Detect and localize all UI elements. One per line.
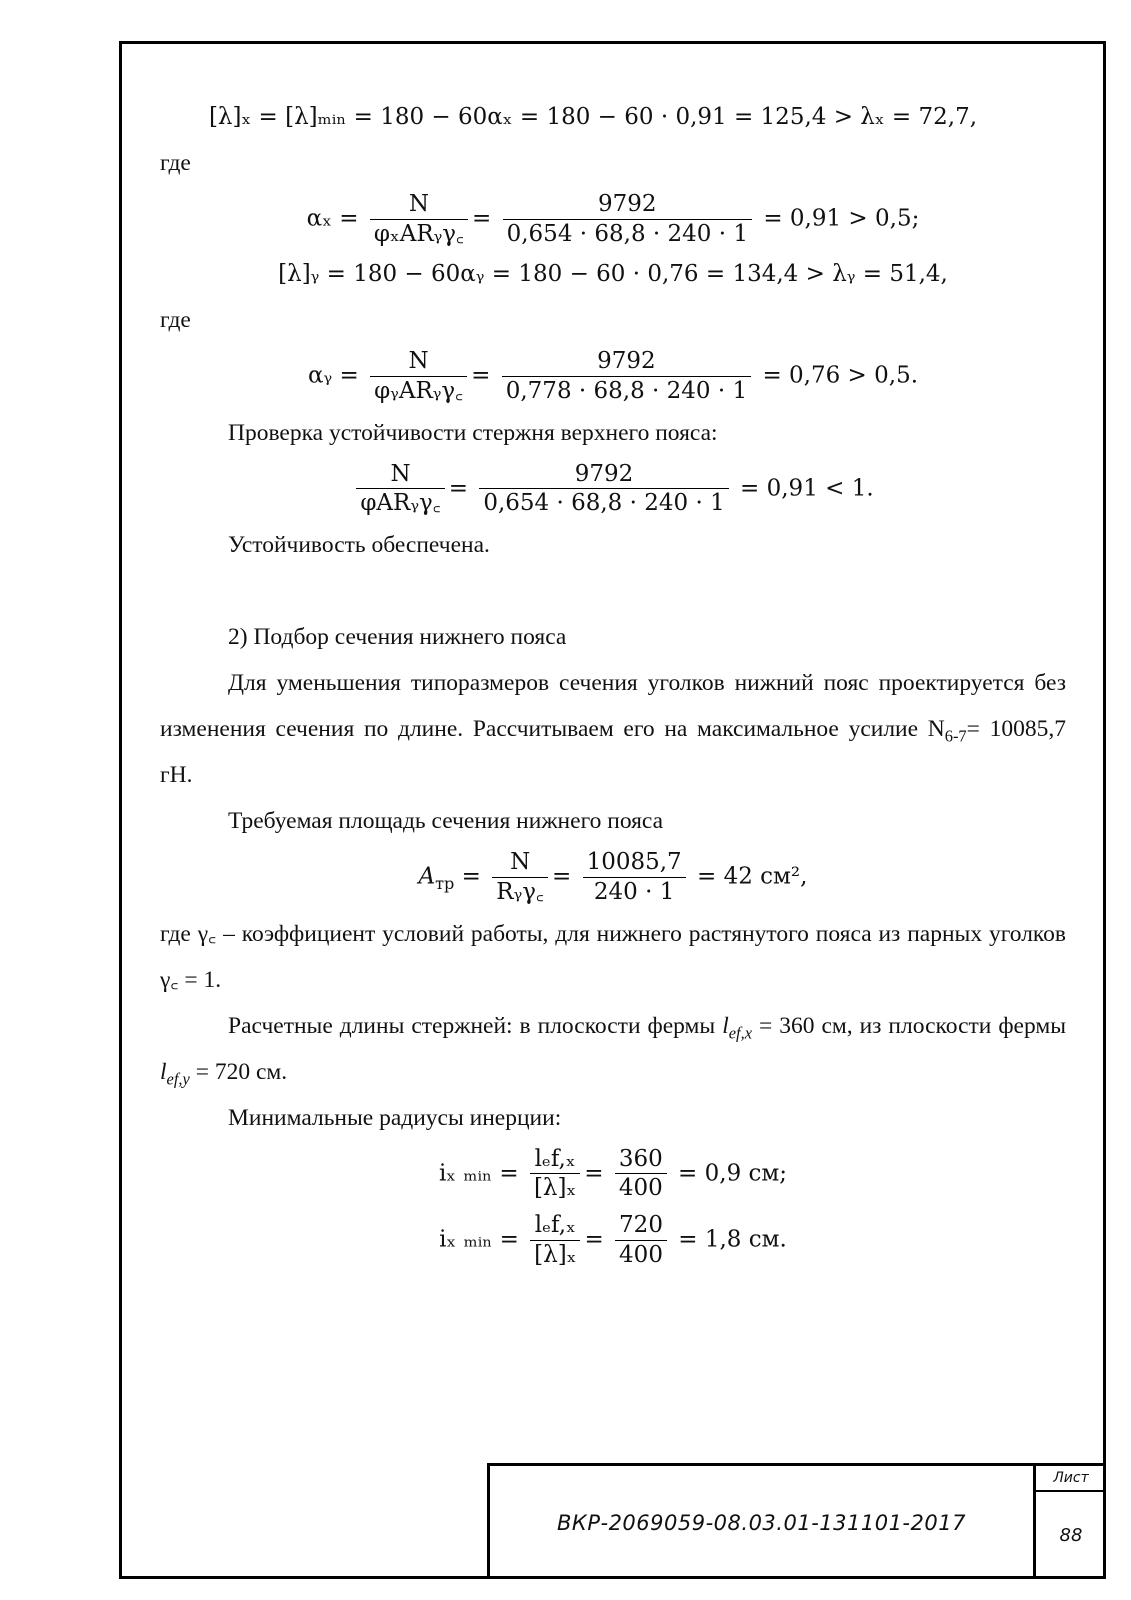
radius-y-equation: iₓ ₘᵢₙ = $\frac{\text{lₑf,ₓ}}{\text{[λ]ₓ}}$ = $\frac{720}{400}$ = 1,8 см. [439, 1212, 787, 1268]
where-label: где [160, 149, 191, 176]
section-heading: 2) Подбор сечения нижнего пояса [228, 624, 567, 651]
sheet-label: Лист [1033, 1466, 1106, 1492]
fraction: $\frac{720}{400}$ [615, 1211, 667, 1270]
slenderness-limit-x-equation: [λ]ₓ = [λ]ₘᵢₙ = 180 − 60αₓ = 180 − 60 · 0,91 = 125,4 > λₓ = 72,7, [208, 104, 978, 130]
paragraph: Устойчивость обеспечена. [228, 532, 490, 559]
alpha-x-equation: αₓ = $\frac{N}{\text{φₓARᵧγ꜀}}$ = $\frac{9792}{0,654 \cdot 68,8 \cdot 240 \cdot 1}$ = 0,91 > 0,5; [306, 190, 920, 247]
paragraph: Требуемая площадь сечения нижнего пояса [228, 808, 664, 835]
fraction: $\frac{9792}{0,778 \cdot 68,8 \cdot 240 \cdot 1}$ [502, 347, 751, 406]
fraction: $\frac{\text{lₑf,ₓ}}{\text{[λ]ₓ}}$ [530, 1211, 580, 1270]
paragraph: Проверка устойчивости стержня верхнего пояса: [228, 419, 718, 446]
alpha-y-equation: αᵧ = $\frac{N}{\text{φᵧARᵧγ꜀}}$ = $\frac{9792}{0,778 \cdot 68,8 \cdot 240 \cdot 1}$ = 0,76 > 0,5. [307, 348, 919, 404]
fraction: $\frac{10085,7}{240 \cdot 1}$ [583, 848, 686, 907]
paragraph: Для уменьшения типоразмеров сечения уголков нижний пояс проектируется без изменения сечения по длине. Рассчитываем его на максимальное усилие $N_{6-7}= 10085,7$ гН. [160, 670, 1066, 789]
fraction: $\frac{N}{\text{φᵧARᵧγ꜀}}$ [370, 347, 467, 406]
sheet-number: 88 [1033, 1492, 1106, 1579]
document-code: ВКР-2069059-08.03.01-131101-2017 [557, 1510, 966, 1535]
document-body [160, 95, 1066, 1274]
paragraph: Минимальные радиусы инерции: [228, 1104, 562, 1131]
fraction: $\frac{N}{\text{φₓARᵧγ꜀}}$ [370, 190, 468, 249]
fraction: $\frac{N}{\text{Rᵧγ꜀}}$ [492, 848, 548, 907]
where-label: где [160, 307, 191, 334]
slenderness-limit-y-equation: [λ]ᵧ = 180 − 60αᵧ = 180 − 60 · 0,76 = 134,4 > λᵧ = 51,4, [278, 261, 948, 288]
fraction: $\frac{\text{lₑf,ₓ}}{\text{[λ]ₓ}}$ [530, 1145, 580, 1204]
fraction: $\frac{9792}{0,654 \cdot 68,8 \cdot 240 \cdot 1}$ [503, 190, 752, 249]
fraction: $\frac{N}{\text{φARᵧγ꜀}}$ [356, 460, 444, 519]
radius-x-equation: iₓ ₘᵢₙ = $\frac{\text{lₑf,ₓ}}{\text{[λ]ₓ}}$ = $\frac{360}{400}$ = 0,9 см; [438, 1145, 788, 1202]
paragraph: Расчетные длины стержней: в плоскости фермы $l_{ef,x} = 360$ см, из плоскости фермы $l_{ef,y} = 720$ см. [160, 1012, 1067, 1089]
stability-check-equation: $\frac{N}{\text{φARᵧγ꜀}}$ = $\frac{9792}{0,654 \cdot 68,8 \cdot 240 \cdot 1}$ = 0,91 < 1. [160, 456, 1066, 523]
fraction: $\frac{9792}{0,654 \cdot 68,8 \cdot 240 \cdot 1}$ [479, 460, 728, 519]
fraction: $\frac{360}{400}$ [615, 1145, 667, 1204]
title-block [487, 1463, 1106, 1579]
paragraph: где γ꜀ – коэффициент условий работы, для нижнего растянутого пояса из парных уголков γ꜀ = 1. [160, 920, 1066, 993]
required-area-equation: $A_{тр}$ = $\frac{N}{\text{Rᵧγ꜀}}$ = $\frac{10085,7}{240 \cdot 1}$ = 42 см², [418, 849, 808, 905]
